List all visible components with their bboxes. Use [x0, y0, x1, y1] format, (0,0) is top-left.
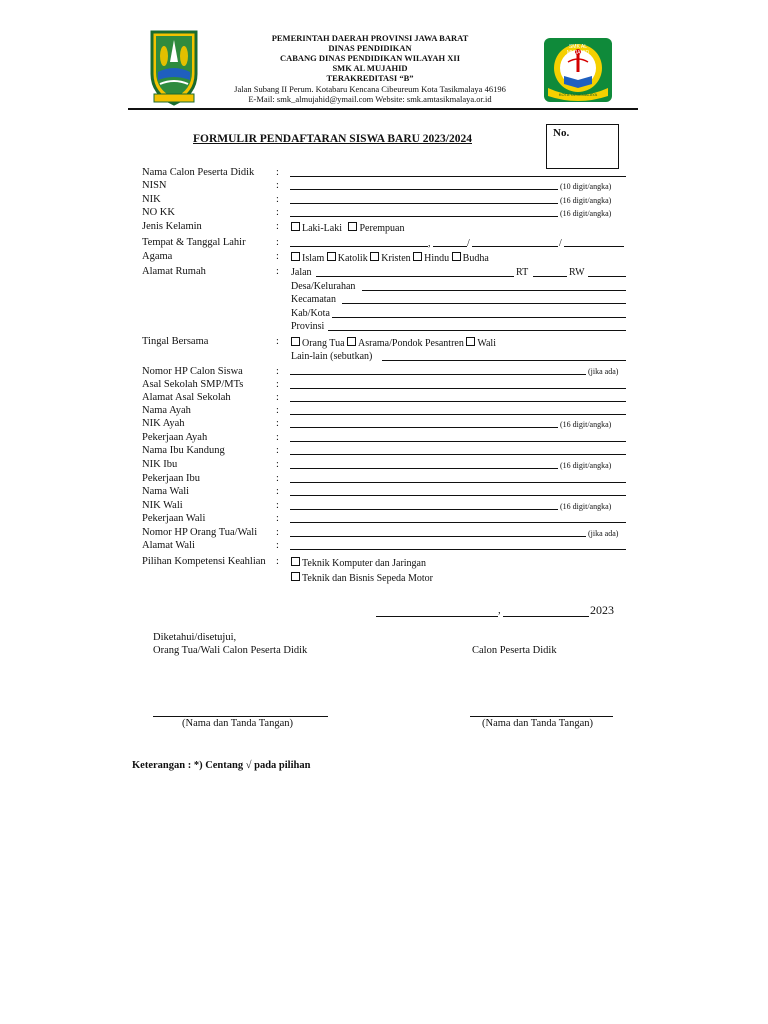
living-options	[291, 337, 496, 349]
colon: :	[276, 167, 279, 178]
colon: :	[276, 379, 279, 390]
logo-text-bottom: KOTA TASIKMALAYA	[558, 92, 598, 97]
label-nik-ayah: NIK Ayah	[142, 418, 185, 429]
label-nama-wali: Nama Wali	[142, 486, 190, 497]
signature-line-parent[interactable]	[153, 716, 328, 717]
signature-line-student[interactable]	[470, 716, 613, 717]
input-alamat-asal-sekolah[interactable]	[290, 401, 626, 402]
colon: :	[276, 266, 279, 277]
smk-al-mujahid-logo	[542, 36, 614, 104]
input-provinsi[interactable]	[328, 330, 626, 331]
logo-text-top: SMK AL MUJAHID	[566, 44, 590, 56]
header-contact: E-Mail: smk_almujahid@ymail.com Website: smk.amtasikmalaya.or.id	[248, 94, 492, 104]
label-alamat-asal-sekolah: Alamat Asal Sekolah	[142, 392, 231, 403]
input-nisn[interactable]	[290, 189, 558, 190]
colon: :	[276, 459, 279, 470]
option-orang-tua: Orang Tua	[302, 338, 345, 349]
option-asrama: Asrama/Pondok Pesantren	[358, 338, 464, 349]
input-kecamatan[interactable]	[342, 303, 626, 304]
checkbox-katolik[interactable]	[327, 252, 336, 261]
colon: :	[276, 237, 279, 248]
colon: :	[276, 500, 279, 511]
hint-nik-wali: (16 digit/angka)	[560, 502, 612, 511]
hint-nik-ayah: (16 digit/angka)	[560, 420, 612, 429]
label-kab: Kab/Kota	[291, 308, 330, 319]
header-line5: TERAKREDITASI “B”	[326, 73, 414, 83]
colon: :	[276, 251, 279, 262]
label-desa: Desa/Kelurahan	[291, 281, 356, 292]
colon: :	[276, 527, 279, 538]
hint-nik-ibu: (16 digit/angka)	[560, 461, 612, 470]
header-address: Jalan Subang II Perum. Kotabaru Kencana Cibeureum Kota Tasikmalaya 46196	[234, 84, 506, 94]
input-pekerjaan-ibu[interactable]	[290, 482, 626, 483]
label-no-kk: NO KK	[142, 207, 175, 218]
checkbox-tkj[interactable]	[291, 557, 300, 566]
option-laki: Laki-Laki	[302, 223, 342, 234]
label-ttl: Tempat & Tanggal Lahir	[142, 237, 246, 248]
option-islam: Islam	[302, 253, 325, 264]
religion-options	[291, 252, 489, 264]
label-pekerjaan-ayah: Pekerjaan Ayah	[142, 432, 208, 443]
colon: :	[276, 336, 279, 347]
checkbox-orang-tua[interactable]	[291, 337, 300, 346]
label-agama: Agama	[142, 251, 173, 262]
label-nik: NIK	[142, 194, 161, 205]
option-row-tbsm	[291, 572, 433, 584]
colon: :	[276, 418, 279, 429]
colon: :	[276, 221, 279, 232]
label-nama-ibu: Nama Ibu Kandung	[142, 445, 225, 456]
input-tahun[interactable]	[564, 246, 624, 247]
label-kompetensi: Pilihan Kompetensi Keahlian	[142, 556, 266, 567]
label-alamat-rumah: Alamat Rumah	[142, 266, 206, 277]
colon: :	[276, 194, 279, 205]
input-pekerjaan-wali[interactable]	[290, 522, 626, 523]
option-tbsm: Teknik dan Bisnis Sepeda Motor	[302, 573, 433, 584]
colon: :	[276, 432, 279, 443]
label-pekerjaan-wali: Pekerjaan Wali	[142, 513, 206, 524]
input-nama-wali[interactable]	[290, 495, 626, 496]
ortu-label: Orang Tua/Wali Calon Peserta Didik	[153, 645, 308, 656]
label-alamat-wali: Alamat Wali	[142, 540, 195, 551]
colon: :	[276, 556, 279, 567]
input-kab[interactable]	[332, 317, 626, 318]
label-hp-calon: Nomor HP Calon Siswa	[142, 366, 243, 377]
diketahui-label: Diketahui/disetujui,	[153, 632, 237, 643]
input-no-kk[interactable]	[290, 216, 558, 217]
input-rw[interactable]	[588, 276, 626, 277]
colon: :	[276, 486, 279, 497]
form-title: FORMULIR PENDAFTARAN SISWA BARU 2023/2024	[193, 133, 472, 145]
colon: :	[276, 405, 279, 416]
input-nik-ibu[interactable]	[290, 468, 558, 469]
input-desa[interactable]	[362, 290, 626, 291]
label-rw: RW	[569, 267, 585, 278]
nama-ttd-parent: (Nama dan Tanda Tangan)	[182, 718, 293, 729]
hint-nik: (16 digit/angka)	[560, 196, 612, 205]
label-nama-calon: Nama Calon Peserta Didik	[142, 167, 255, 178]
input-asal-sekolah[interactable]	[290, 388, 626, 389]
input-place[interactable]	[376, 616, 498, 617]
colon: :	[276, 513, 279, 524]
colon: :	[276, 180, 279, 191]
input-tanggal[interactable]	[433, 246, 467, 247]
option-hindu: Hindu	[424, 253, 450, 264]
hint-nisn: (10 digit/angka)	[560, 182, 612, 191]
date-comma: ,	[498, 604, 501, 616]
input-hp-calon[interactable]	[290, 374, 586, 375]
input-nama-calon[interactable]	[290, 176, 626, 177]
input-jalan[interactable]	[316, 276, 514, 277]
checkbox-islam[interactable]	[291, 252, 300, 261]
registration-number-label: No.	[553, 127, 570, 139]
calon-label: Calon Peserta Didik	[472, 645, 557, 656]
label-rt: RT	[516, 267, 529, 278]
option-row-tkj	[291, 557, 426, 569]
header-line2: DINAS PENDIDIKAN	[328, 43, 412, 53]
input-alamat-wali[interactable]	[290, 549, 626, 550]
header-line4: SMK AL MUJAHID	[332, 63, 408, 73]
option-wali: Wali	[477, 338, 496, 349]
nama-ttd-student: (Nama dan Tanda Tangan)	[482, 718, 593, 729]
colon: :	[276, 445, 279, 456]
date-year: 2023	[590, 603, 614, 617]
label-hp-ortu: Nomor HP Orang Tua/Wali	[142, 527, 258, 538]
label-provinsi: Provinsi	[291, 321, 325, 332]
header-divider	[128, 108, 638, 110]
checkbox-laki[interactable]	[291, 222, 300, 231]
input-nik-ayah[interactable]	[290, 427, 558, 428]
sep-comma: ,	[428, 238, 431, 249]
keterangan-note: Keterangan : *) Centang √ pada pilihan	[132, 760, 311, 771]
registration-number-box[interactable]	[546, 124, 619, 169]
input-nama-ayah[interactable]	[290, 414, 626, 415]
label-kecamatan: Kecamatan	[291, 294, 336, 305]
checkbox-asrama[interactable]	[347, 337, 356, 346]
input-lain-lain[interactable]	[382, 360, 626, 361]
checkbox-budha[interactable]	[452, 252, 461, 261]
hint-hp-calon: (jika ada)	[588, 367, 619, 376]
label-jalan: Jalan	[291, 267, 312, 278]
option-katolik: Katolik	[337, 253, 368, 264]
input-nama-ibu[interactable]	[290, 454, 626, 455]
input-bulan[interactable]	[472, 246, 558, 247]
input-nik[interactable]	[290, 203, 558, 204]
input-nik-wali[interactable]	[290, 509, 558, 510]
checkbox-perempuan[interactable]	[348, 222, 357, 231]
label-lain-lain: Lain-lain (sebutkan)	[291, 351, 373, 362]
colon: :	[276, 540, 279, 551]
hint-hp-ortu: (jika ada)	[588, 529, 619, 538]
input-pekerjaan-ayah[interactable]	[290, 441, 626, 442]
sep-slash-2: /	[559, 238, 562, 249]
sep-slash-1: /	[467, 238, 470, 249]
input-tempat-lahir[interactable]	[290, 246, 428, 247]
input-hp-ortu[interactable]	[290, 536, 586, 537]
label-jenis-kelamin: Jenis Kelamin	[142, 221, 202, 232]
header-line1: PEMERINTAH DAERAH PROVINSI JAWA BARAT	[271, 33, 469, 43]
colon: :	[276, 207, 279, 218]
checkbox-wali[interactable]	[466, 337, 475, 346]
label-nisn: NISN	[142, 180, 167, 191]
label-tinggal-bersama: Tingal Bersama	[142, 336, 209, 347]
checkbox-hindu[interactable]	[413, 252, 422, 261]
option-tkj: Teknik Komputer dan Jaringan	[302, 558, 426, 569]
hint-no-kk: (16 digit/angka)	[560, 209, 612, 218]
colon: :	[276, 366, 279, 377]
header-line3: CABANG DINAS PENDIDIKAN WILAYAH XII	[279, 53, 461, 63]
label-nama-ayah: Nama Ayah	[142, 405, 191, 416]
label-nik-ibu: NIK Ibu	[142, 459, 178, 470]
label-asal-sekolah: Asal Sekolah SMP/MTs	[142, 379, 244, 390]
colon: :	[276, 473, 279, 484]
option-kristen: Kristen	[381, 253, 411, 264]
option-perempuan: Perempuan	[359, 223, 405, 234]
gender-options	[291, 222, 404, 234]
checkbox-kristen[interactable]	[370, 252, 379, 261]
input-date[interactable]	[503, 616, 589, 617]
option-budha: Budha	[462, 253, 489, 264]
checkbox-tbsm[interactable]	[291, 572, 300, 581]
input-rt[interactable]	[533, 276, 567, 277]
colon: :	[276, 392, 279, 403]
label-nik-wali: NIK Wali	[142, 500, 183, 511]
label-pekerjaan-ibu: Pekerjaan Ibu	[142, 473, 201, 484]
